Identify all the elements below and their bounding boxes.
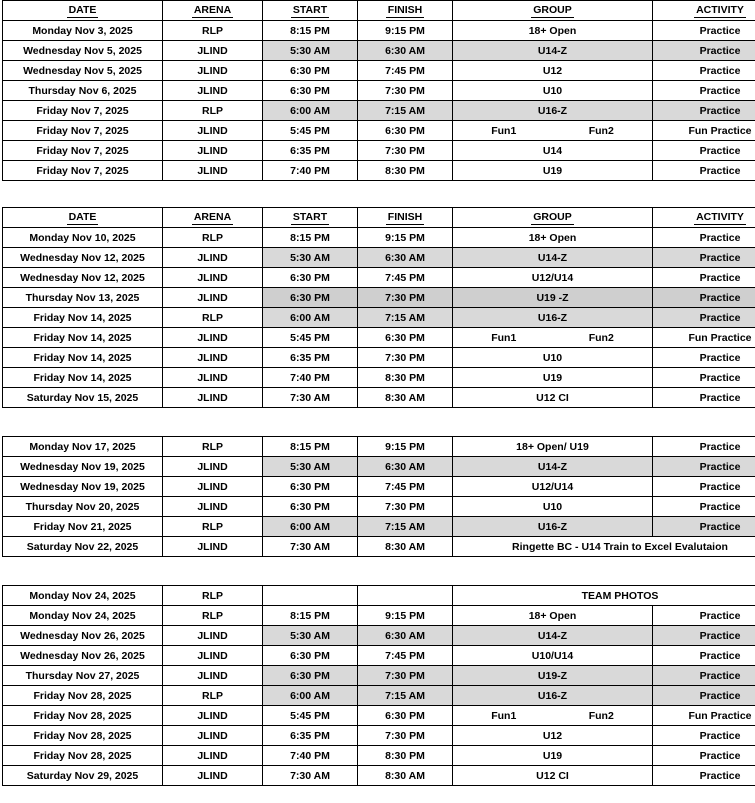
cell-date: Wednesday Nov 26, 2025 [3,626,163,646]
cell-finish: 7:15 AM [358,517,453,537]
cell-start: 5:45 PM [263,328,358,348]
cell-group: U16-Z [453,517,653,537]
cell-start: 8:15 PM [263,606,358,626]
cell-start: 8:15 PM [263,437,358,457]
column-header-date [3,208,163,228]
cell-start [263,586,358,606]
cell-date: Friday Nov 28, 2025 [3,746,163,766]
cell-date: Friday Nov 14, 2025 [3,348,163,368]
cell-date: Friday Nov 21, 2025 [3,517,163,537]
cell-arena: JLIND [163,497,263,517]
cell-group-activity: TEAM PHOTOS [453,586,755,606]
cell-group: U19 [453,368,653,388]
cell-date: Thursday Nov 13, 2025 [3,288,163,308]
cell-start: 6:30 PM [263,646,358,666]
cell-start: 5:45 PM [263,121,358,141]
cell-activity: Practice [653,228,755,248]
cell-finish: 8:30 PM [358,161,453,181]
column-header-activity [653,1,755,21]
column-header-start [263,208,358,228]
column-header-group [453,208,653,228]
cell-activity: Practice [653,388,755,408]
column-header-activity [653,208,755,228]
table-row [3,517,755,537]
cell-finish: 6:30 AM [358,626,453,646]
column-header-date-label: DATE [68,3,97,16]
table-row [3,81,755,101]
table-row [3,477,755,497]
cell-group: 18+ Open [453,228,653,248]
table-row [3,766,755,786]
cell-finish: 6:30 PM [358,328,453,348]
cell-arena: JLIND [163,288,263,308]
cell-group: U14-Z [453,248,653,268]
table-row [3,21,755,41]
cell-finish: 7:45 PM [358,268,453,288]
table-row [3,686,755,706]
cell-date: Saturday Nov 22, 2025 [3,537,163,557]
table-row [3,61,755,81]
cell-date: Wednesday Nov 12, 2025 [3,248,163,268]
cell-activity: Practice [653,477,755,497]
cell-finish: 9:15 PM [358,228,453,248]
schedule-table [2,0,755,181]
table-row [3,586,755,606]
cell-date: Friday Nov 7, 2025 [3,101,163,121]
cell-activity: Practice [653,766,755,786]
cell-activity: Practice [653,21,755,41]
cell-activity: Practice [653,81,755,101]
cell-date: Friday Nov 14, 2025 [3,328,163,348]
cell-finish: 7:30 PM [358,666,453,686]
column-header-start-label: START [292,210,328,223]
cell-arena: JLIND [163,81,263,101]
cell-finish: 7:45 PM [358,61,453,81]
table-row [3,121,755,141]
table-row [3,161,755,181]
cell-activity: Practice [653,517,755,537]
cell-arena: JLIND [163,726,263,746]
column-header-finish [358,208,453,228]
cell-finish: 8:30 AM [358,388,453,408]
table-row [3,726,755,746]
column-header-start [263,1,358,21]
table-row [3,288,755,308]
group-part: Fun2 [588,124,614,137]
cell-finish: 7:30 PM [358,81,453,101]
table-row [3,41,755,61]
table-row [3,228,755,248]
table-header-row [3,208,755,228]
cell-arena: JLIND [163,646,263,666]
cell-group: U19 -Z [453,288,653,308]
cell-finish: 6:30 PM [358,121,453,141]
cell-date: Wednesday Nov 19, 2025 [3,477,163,497]
cell-date: Thursday Nov 6, 2025 [3,81,163,101]
cell-arena: RLP [163,21,263,41]
cell-activity: Practice [653,437,755,457]
cell-activity: Practice [653,248,755,268]
cell-finish: 9:15 PM [358,21,453,41]
cell-date: Friday Nov 28, 2025 [3,686,163,706]
column-header-arena [163,208,263,228]
cell-start: 6:00 AM [263,517,358,537]
column-header-activity-label: ACTIVITY [696,210,744,223]
cell-start: 6:30 PM [263,666,358,686]
cell-group: 18+ Open [453,21,653,41]
cell-start: 6:30 PM [263,477,358,497]
cell-activity: Fun Practice [653,706,755,726]
cell-arena: JLIND [163,268,263,288]
cell-group: U16-Z [453,308,653,328]
cell-arena: JLIND [163,457,263,477]
cell-date: Friday Nov 7, 2025 [3,121,163,141]
cell-start: 7:30 AM [263,537,358,557]
cell-arena: JLIND [163,161,263,181]
cell-finish: 7:30 PM [358,348,453,368]
cell-group: U12 [453,726,653,746]
cell-group: 18+ Open/ U19 [453,437,653,457]
table-row [3,248,755,268]
cell-finish: 6:30 AM [358,41,453,61]
cell-arena: RLP [163,686,263,706]
column-header-arena [163,1,263,21]
cell-finish: 7:30 PM [358,141,453,161]
cell-finish: 8:30 PM [358,368,453,388]
cell-finish: 7:15 AM [358,686,453,706]
cell-date: Monday Nov 24, 2025 [3,606,163,626]
cell-activity: Practice [653,457,755,477]
cell-arena: JLIND [163,706,263,726]
table-row [3,626,755,646]
cell-group: U19-Z [453,666,653,686]
cell-start: 6:00 AM [263,101,358,121]
cell-activity: Practice [653,161,755,181]
cell-date: Friday Nov 28, 2025 [3,706,163,726]
schedule-table [2,585,755,786]
cell-start: 6:30 PM [263,497,358,517]
cell-finish: 9:15 PM [358,606,453,626]
cell-group: U16-Z [453,686,653,706]
column-header-group-label: GROUP [533,210,572,223]
cell-group: 18+ Open [453,606,653,626]
cell-date: Wednesday Nov 12, 2025 [3,268,163,288]
cell-start: 5:30 AM [263,41,358,61]
cell-finish: 9:15 PM [358,437,453,457]
cell-arena: JLIND [163,348,263,368]
cell-finish: 7:15 AM [358,308,453,328]
cell-group [453,121,653,141]
cell-date: Friday Nov 7, 2025 [3,141,163,161]
cell-date: Wednesday Nov 19, 2025 [3,457,163,477]
table-row [3,497,755,517]
group-split-wrapper [455,332,650,344]
column-header-finish [358,1,453,21]
cell-finish: 7:30 PM [358,497,453,517]
column-header-finish-label: FINISH [387,3,423,16]
cell-date: Wednesday Nov 26, 2025 [3,646,163,666]
cell-start: 5:30 AM [263,457,358,477]
cell-activity: Fun Practice [653,328,755,348]
cell-date: Saturday Nov 29, 2025 [3,766,163,786]
cell-group: U10 [453,81,653,101]
cell-date: Saturday Nov 15, 2025 [3,388,163,408]
cell-arena: JLIND [163,328,263,348]
cell-finish: 8:30 AM [358,766,453,786]
cell-start: 7:40 PM [263,368,358,388]
cell-group: U14 [453,141,653,161]
cell-start: 5:45 PM [263,706,358,726]
cell-arena: JLIND [163,766,263,786]
cell-start: 8:15 PM [263,228,358,248]
cell-finish: 7:30 PM [358,726,453,746]
cell-activity: Practice [653,268,755,288]
cell-start: 7:40 PM [263,746,358,766]
table-row [3,437,755,457]
cell-group: U12 [453,61,653,81]
cell-finish: 6:30 AM [358,457,453,477]
table-row [3,706,755,726]
column-header-start-label: START [292,3,328,16]
column-header-date [3,1,163,21]
cell-date: Thursday Nov 20, 2025 [3,497,163,517]
cell-group [453,706,653,726]
table-row [3,328,755,348]
cell-activity: Practice [653,101,755,121]
column-header-date-label: DATE [68,210,97,223]
cell-finish: 6:30 AM [358,248,453,268]
cell-group: U12 CI [453,388,653,408]
cell-finish: 7:45 PM [358,646,453,666]
cell-arena: RLP [163,437,263,457]
cell-arena: JLIND [163,537,263,557]
cell-arena: JLIND [163,746,263,766]
cell-activity: Practice [653,666,755,686]
cell-group: U12/U14 [453,268,653,288]
cell-activity: Fun Practice [653,121,755,141]
column-header-group [453,1,653,21]
cell-finish: 8:30 AM [358,537,453,557]
cell-arena: JLIND [163,388,263,408]
table-row [3,746,755,766]
cell-arena: JLIND [163,41,263,61]
cell-activity: Practice [653,348,755,368]
cell-group: U19 [453,161,653,181]
cell-start: 8:15 PM [263,21,358,41]
cell-activity: Practice [653,626,755,646]
cell-start: 7:30 AM [263,766,358,786]
cell-arena: RLP [163,586,263,606]
table-header-row [3,1,755,21]
cell-start: 7:40 PM [263,161,358,181]
cell-date: Wednesday Nov 5, 2025 [3,61,163,81]
cell-start: 5:30 AM [263,626,358,646]
cell-date: Monday Nov 24, 2025 [3,586,163,606]
column-header-arena-label: ARENA [193,3,232,16]
cell-start: 6:35 PM [263,348,358,368]
cell-arena: JLIND [163,61,263,81]
schedule-table [2,436,755,557]
cell-date: Monday Nov 3, 2025 [3,21,163,41]
cell-start: 6:35 PM [263,726,358,746]
cell-group: U10/U14 [453,646,653,666]
cell-group: U10 [453,348,653,368]
cell-group [453,328,653,348]
table-row [3,457,755,477]
cell-group: U16-Z [453,101,653,121]
block-spacer [0,181,755,207]
cell-group: U19 [453,746,653,766]
cell-start: 6:30 PM [263,288,358,308]
column-header-activity-label: ACTIVITY [696,3,744,16]
cell-activity: Practice [653,497,755,517]
cell-group: U14-Z [453,41,653,61]
block-spacer [0,557,755,585]
cell-start: 6:30 PM [263,61,358,81]
table-row [3,368,755,388]
block-spacer [0,408,755,436]
cell-start: 7:30 AM [263,388,358,408]
table-row [3,388,755,408]
cell-arena: JLIND [163,248,263,268]
cell-activity: Practice [653,308,755,328]
column-header-group-label: GROUP [533,3,572,16]
cell-start: 6:00 AM [263,686,358,706]
cell-activity: Practice [653,61,755,81]
cell-arena: JLIND [163,368,263,388]
cell-start: 6:35 PM [263,141,358,161]
cell-arena: JLIND [163,121,263,141]
table-row [3,268,755,288]
cell-activity: Practice [653,368,755,388]
table-row [3,141,755,161]
table-row [3,606,755,626]
cell-finish: 7:15 AM [358,101,453,121]
cell-arena: JLIND [163,666,263,686]
table-row [3,308,755,328]
cell-date: Friday Nov 14, 2025 [3,308,163,328]
group-part: Fun1 [491,331,517,344]
table-row [3,101,755,121]
cell-date: Monday Nov 10, 2025 [3,228,163,248]
table-row [3,537,755,557]
cell-arena: RLP [163,228,263,248]
cell-finish: 7:45 PM [358,477,453,497]
cell-group: U12 CI [453,766,653,786]
cell-arena: JLIND [163,626,263,646]
cell-date: Friday Nov 7, 2025 [3,161,163,181]
cell-activity: Practice [653,606,755,626]
group-part: Fun1 [491,709,517,722]
column-header-arena-label: ARENA [193,210,232,223]
cell-activity: Practice [653,141,755,161]
cell-date: Friday Nov 14, 2025 [3,368,163,388]
cell-activity: Practice [653,646,755,666]
table-row [3,348,755,368]
cell-date: Friday Nov 28, 2025 [3,726,163,746]
cell-group: U10 [453,497,653,517]
cell-activity: Practice [653,726,755,746]
cell-finish: 6:30 PM [358,706,453,726]
group-part: Fun2 [588,709,614,722]
cell-date: Thursday Nov 27, 2025 [3,666,163,686]
cell-arena: RLP [163,101,263,121]
cell-finish: 7:30 PM [358,288,453,308]
cell-group-activity: Ringette BC - U14 Train to Excel Evalutaion [453,537,755,557]
group-part: Fun2 [588,331,614,344]
cell-activity: Practice [653,686,755,706]
cell-finish: 8:30 PM [358,746,453,766]
cell-arena: JLIND [163,477,263,497]
cell-arena: RLP [163,517,263,537]
cell-arena: RLP [163,308,263,328]
cell-activity: Practice [653,288,755,308]
cell-activity: Practice [653,41,755,61]
cell-date: Monday Nov 17, 2025 [3,437,163,457]
table-row [3,646,755,666]
group-split-wrapper [455,125,650,137]
cell-group: U12/U14 [453,477,653,497]
cell-arena: RLP [163,606,263,626]
cell-start: 5:30 AM [263,248,358,268]
column-header-finish-label: FINISH [387,210,423,223]
group-part: Fun1 [491,124,517,137]
cell-arena: JLIND [163,141,263,161]
cell-activity: Practice [653,746,755,766]
cell-group: U14-Z [453,457,653,477]
cell-start: 6:30 PM [263,268,358,288]
cell-date: Wednesday Nov 5, 2025 [3,41,163,61]
cell-start: 6:30 PM [263,81,358,101]
cell-start: 6:00 AM [263,308,358,328]
group-split-wrapper [455,710,650,722]
schedule-table [2,207,755,408]
table-row [3,666,755,686]
cell-group: U14-Z [453,626,653,646]
cell-finish [358,586,453,606]
